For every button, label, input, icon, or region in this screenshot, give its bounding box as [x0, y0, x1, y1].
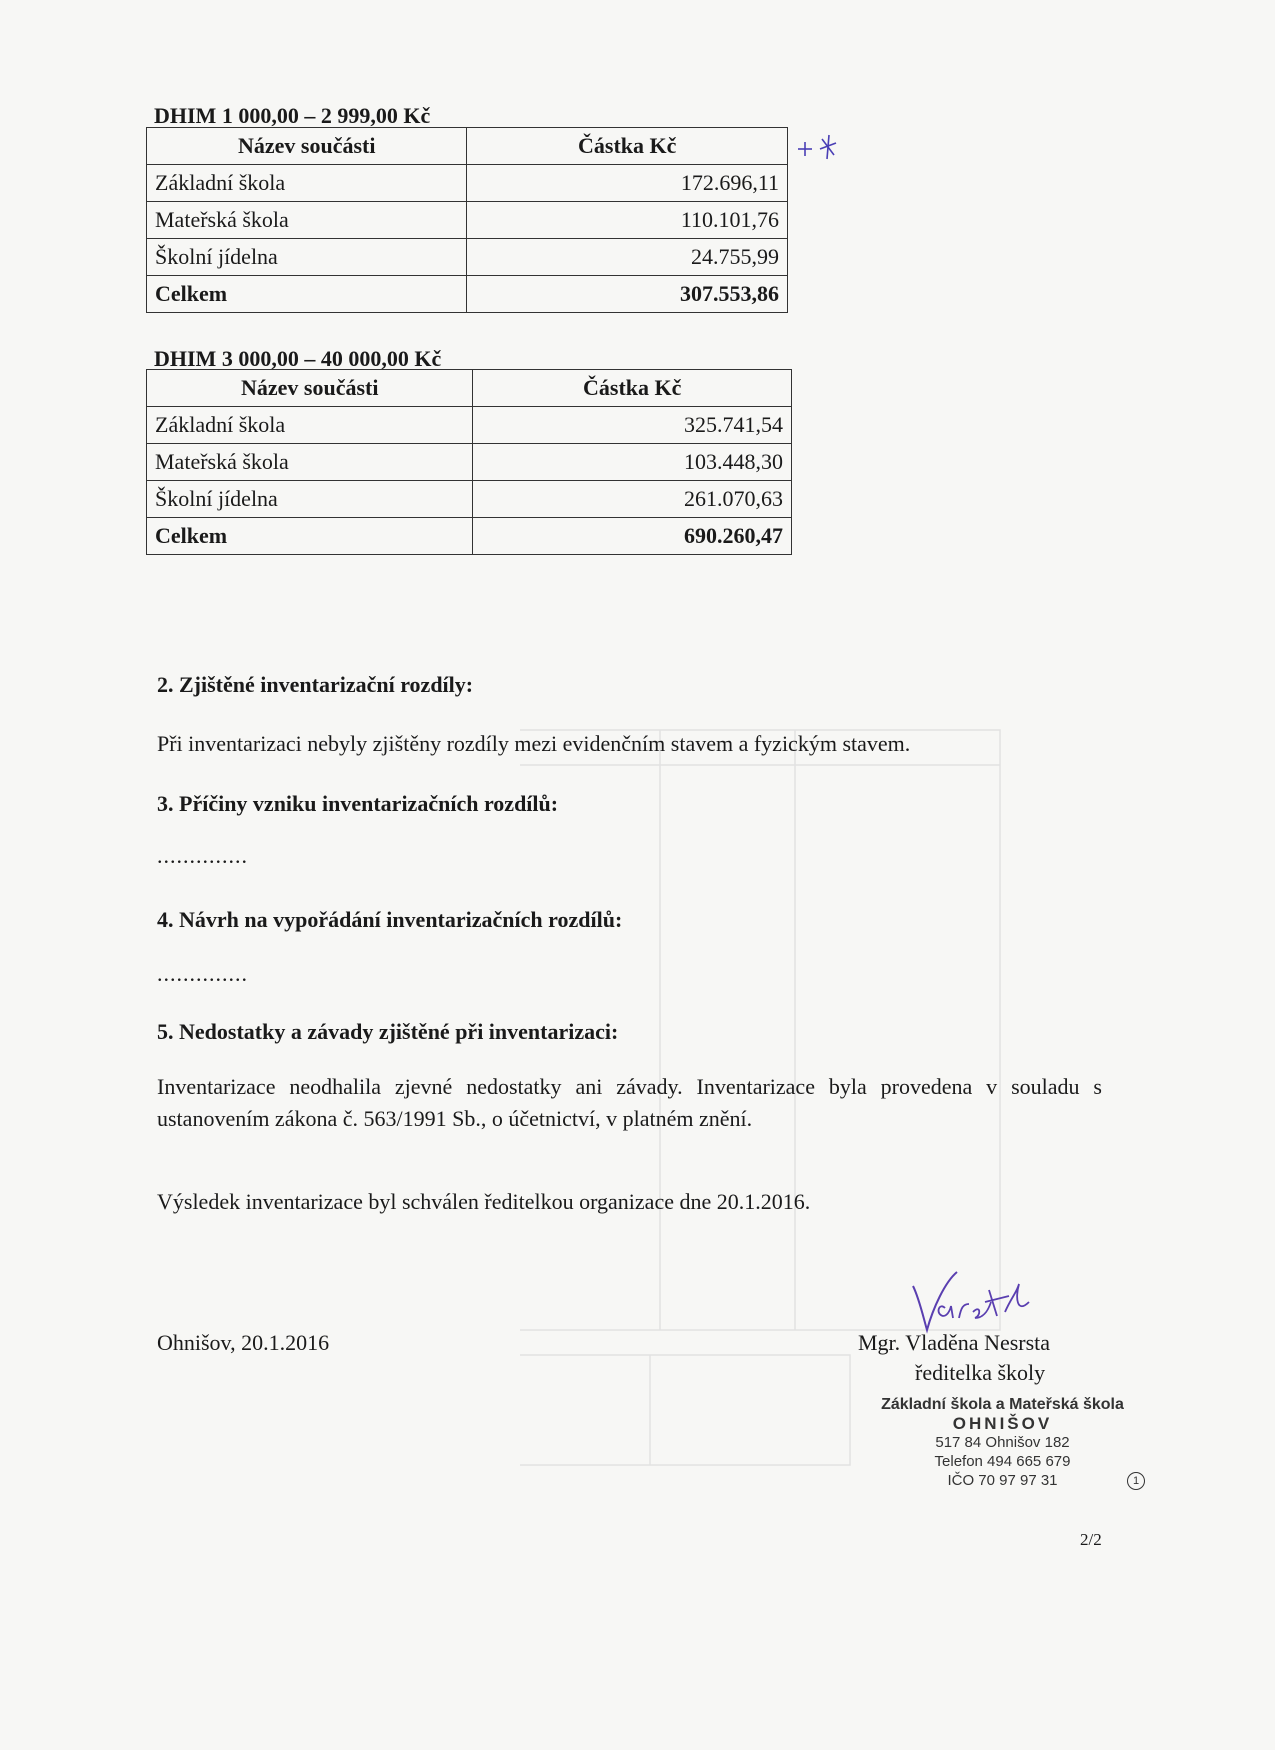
total-amount: 307.553,86 — [467, 276, 788, 313]
place-date: Ohnišov, 20.1.2016 — [157, 1330, 330, 1355]
table2-title: DHIM 3 000,00 – 40 000,00 Kč — [154, 346, 442, 371]
column-header: Název součásti — [147, 370, 473, 407]
stamp-address: 517 84 Ohnišov 182 — [935, 1434, 1070, 1451]
row-name: Základní škola — [147, 165, 467, 202]
stamp-town: OHNIŠOV — [952, 1414, 1053, 1433]
approval-text: Výsledek inventarizace byl schválen ředitelkou organizace dne 20.1.2016. — [157, 1189, 811, 1214]
table-row — [147, 481, 792, 518]
section-2-text: Při inventarizaci nebyly zjištěny rozdíly mezi evidenčním stavem a fyzickým stavem. — [157, 731, 911, 756]
row-name: Základní škola — [147, 407, 473, 444]
row-amount: 261.070,63 — [473, 481, 792, 518]
signatory-name: Mgr. Vladěna Nesrsta — [858, 1330, 1051, 1355]
row-amount: 172.696,11 — [467, 165, 788, 202]
handwritten-mark-drawing — [796, 133, 846, 163]
signatory-role: ředitelka školy — [915, 1360, 1046, 1385]
column-header: Název součásti — [147, 128, 467, 165]
table-total-row — [147, 276, 788, 313]
section-5-heading: 5. Nedostatky a závady zjištěné při inventarizaci: — [157, 1019, 619, 1044]
table-header-row — [147, 128, 788, 165]
column-header: Částka Kč — [473, 370, 792, 407]
official-stamp — [860, 1395, 1145, 1490]
section-5-text: Inventarizace neodhalila zjevné nedostatky ani závady. Inventarizace byla provedena v souladu s ustanovením zákona č. 563/1991 Sb., o účetnictví, v platném znění. — [157, 1074, 1102, 1131]
total-amount: 690.260,47 — [473, 518, 792, 555]
row-amount: 24.755,99 — [467, 239, 788, 276]
table-row — [147, 444, 792, 481]
row-amount: 103.448,30 — [473, 444, 792, 481]
table-row — [147, 407, 792, 444]
page-number: 2/2 — [1080, 1530, 1102, 1549]
section-2-heading: 2. Zjištěné inventarizační rozdíly: — [157, 672, 474, 697]
table1 — [146, 127, 788, 313]
stamp-name: Základní škola a Mateřská škola — [881, 1396, 1124, 1413]
section-4-placeholder: .............. — [157, 961, 248, 986]
signature-drawing — [905, 1268, 1045, 1338]
column-header: Částka Kč — [467, 128, 788, 165]
table-row — [147, 165, 788, 202]
row-name: Školní jídelna — [147, 239, 467, 276]
table-row — [147, 202, 788, 239]
handwritten-mark — [796, 133, 846, 168]
row-amount: 325.741,54 — [473, 407, 792, 444]
table2 — [146, 369, 792, 555]
stamp-ico: IČO 70 97 97 31 — [947, 1472, 1058, 1489]
total-label: Celkem — [147, 518, 473, 555]
stamp-phone: Telefon 494 665 679 — [934, 1453, 1071, 1470]
section-3-placeholder: .............. — [157, 843, 248, 868]
table-header-row — [147, 370, 792, 407]
row-name: Mateřská škola — [147, 444, 473, 481]
table-total-row — [147, 518, 792, 555]
total-label: Celkem — [147, 276, 467, 313]
row-name: Školní jídelna — [147, 481, 473, 518]
row-amount: 110.101,76 — [467, 202, 788, 239]
row-name: Mateřská škola — [147, 202, 467, 239]
stamp-number: 1 — [1127, 1472, 1145, 1490]
section-3-heading: 3. Příčiny vzniku inventarizačních rozdílů: — [157, 791, 559, 816]
table-row — [147, 239, 788, 276]
table1-title: DHIM 1 000,00 – 2 999,00 Kč — [154, 103, 431, 128]
section-4-heading: 4. Návrh na vypořádání inventarizačních rozdílů: — [157, 907, 623, 932]
